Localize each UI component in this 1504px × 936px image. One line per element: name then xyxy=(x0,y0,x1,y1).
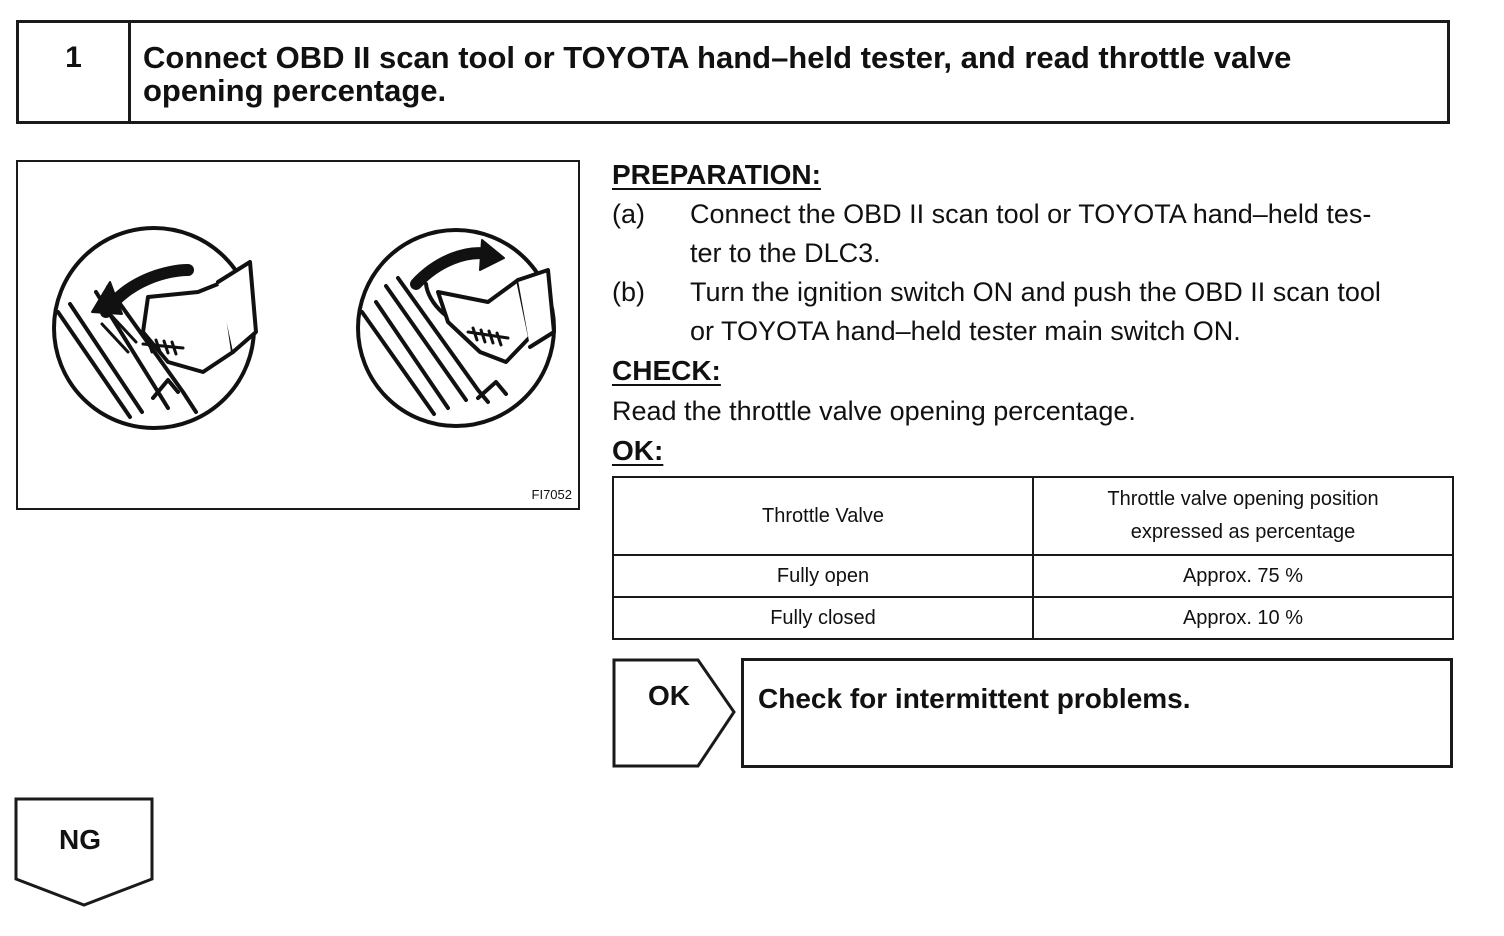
pedal-illustration xyxy=(18,162,578,508)
spec-table xyxy=(612,476,1454,640)
pedal-released-icon xyxy=(54,228,256,428)
table-row xyxy=(613,597,1453,639)
ok-heading: OK: xyxy=(612,435,664,466)
step-title-line2: opening percentage. xyxy=(143,73,447,108)
item-text-line2: ter to the DLC3. xyxy=(690,238,881,268)
ok-arrow-tag xyxy=(612,658,738,770)
table-cell: Approx. 75 % xyxy=(1033,555,1453,597)
table-header-line: Throttle valve opening position xyxy=(1107,488,1379,510)
preparation-heading: PREPARATION: xyxy=(612,159,821,190)
preparation-item xyxy=(612,273,1457,351)
check-heading: CHECK: xyxy=(612,355,721,386)
item-text-line2: or TOYOTA hand–held tester main switch ON. xyxy=(690,316,1241,346)
step-number: 1 xyxy=(19,23,131,121)
pedal-depressed-icon xyxy=(358,230,554,426)
ok-label: OK xyxy=(648,680,690,711)
item-text xyxy=(690,273,1457,351)
illustration-figure xyxy=(16,160,580,510)
ng-label: NG xyxy=(59,824,101,855)
figure-code: FI7052 xyxy=(531,487,572,502)
table-cell: Fully open xyxy=(613,555,1033,597)
preparation-item xyxy=(612,195,1457,273)
step-title-line1: Connect OBD II scan tool or TOYOTA hand–held tester, and read throttle valve xyxy=(143,40,1292,75)
table-header-cell: Throttle Valve xyxy=(613,477,1033,555)
item-marker: (a) xyxy=(612,199,645,229)
table-cell: Fully closed xyxy=(613,597,1033,639)
item-text-line1: Turn the ignition switch ON and push the OBD II scan tool xyxy=(690,277,1381,307)
step-title xyxy=(131,23,1447,121)
table-row xyxy=(613,555,1453,597)
table-header-cell xyxy=(1033,477,1453,555)
step-header xyxy=(16,20,1450,124)
item-text xyxy=(690,195,1457,273)
item-marker: (b) xyxy=(612,277,645,307)
table-header-line: expressed as percentage xyxy=(1130,521,1356,543)
item-text-line1: Connect the OBD II scan tool or TOYOTA hand–held tes- xyxy=(690,199,1372,229)
table-cell: Approx. 10 % xyxy=(1033,597,1453,639)
table-header-row xyxy=(613,477,1453,555)
procedure-content xyxy=(612,155,1457,471)
ok-result-box: Check for intermittent problems. xyxy=(741,658,1453,768)
check-text: Read the throttle valve opening percentage. xyxy=(612,396,1136,426)
